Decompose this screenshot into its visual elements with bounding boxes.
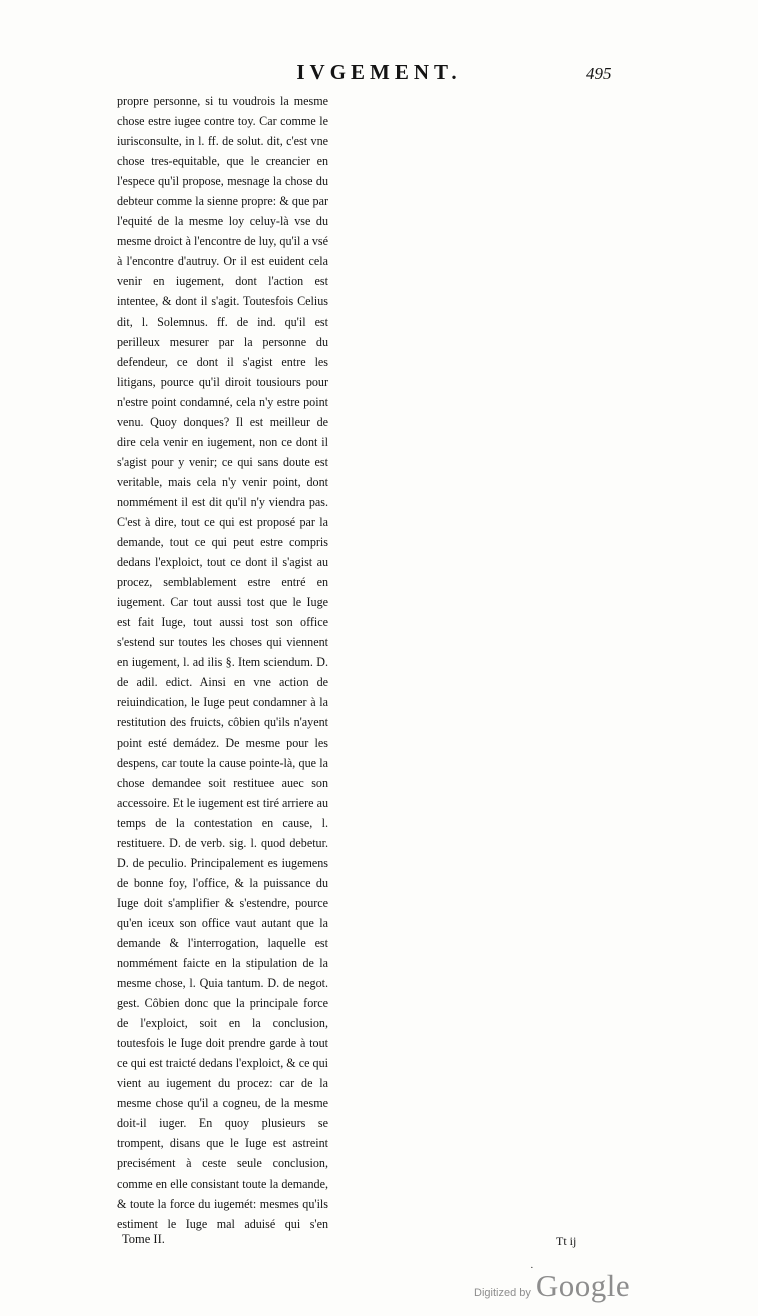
stray-ink-mark: · xyxy=(530,1262,534,1274)
digitization-watermark xyxy=(474,1268,630,1304)
page-number: 495 xyxy=(586,64,612,83)
left-column-text: propre personne, si tu voudrois la mesme chose estre iugee contre toy. Car comme le iurisconsulte, in l. ff. de solut. dit, c'est vne chose tres-equitable, que le creancier en l'espece qu'il propose, mesnage la chose du debteur comme la sienne propre: & que par l'equité de la mesme loy celuy-là vse du mesme droict à l'encontre de luy, qu'il a vsé à l'encontre d'autruy. Or il est euident cela venir en iugement, dont l'action est intentee, & dont il s'agit. Toutesfois Celius dit, l. Solemnus. ff. de ind. qu'il est perilleux mesurer par la personne du defendeur, ce dont il s'agist entre les litigans, pource qu'il diroit tousiours pour n'estre point condamné, cela n'y estre point venu. Quoy donques? Il est meilleur de dire cela venir en iugement, non ce dont il s'agist pour y venir; ce qui sans doute est veritable, mais cela n'y venir point, dont nommément il est dit qu'il n'y viendra pas. C'est à dire, tout ce qui est proposé par la demande, tout ce qui peut estre compris dedans l'exploict, tout ce dont il s'agist au procez, semblablement estre entré en iugement. Car tout aussi tost que le Iuge est fait Iuge, tout aussi tost son office s'estend sur toutes les choses qui viennent en iugement, l. ad ilis §. Item sciendum. D. de adil. edict. Ainsi en vne action de reiuindication, le Iuge peut condamner à la restitution des fruicts, côbien qu'ils n'ayent point esté demádez. De mesme pour les despens, car toute la cause pointe-là, que la chose demandee soit restituee auec son accessoire. Et le iugement est tiré arriere au temps de la contestation en cause, l. restituere. D. de verb. sig. l. quod debetur. D. de peculio. Principalement es iugemens de bonne foy, l'office, & la puissance du Iuge doit s'amplifier & s'estendre, pource qu'en iceux son office vaut autant que la demande & l'interrogation, laquelle est nommément faicte en la stipulation de la mesme chose, l. Quia tantum. D. de negot. gest. Côbien donc que la principale force de l'exploict, soit en la conclusion, toutesfois le Iuge doit prendre garde à tout ce qui est traicté dedans l'exploict, & ce qui vient au iugement du procez: car de la mesme chose qu'il a cogneu, de la mesme doit-il iuger. En quoy plusieurs se trompent, disans que le Iuge est astreint precisément à ceste seule conclusion, comme en elle consistant toute la demande, & toute la force du iugemét: mesmes qu'ils estiment le Iuge mal aduisé qui s'en xyxy=(117,94,328,1231)
running-head: IVGEMENT. xyxy=(296,60,462,84)
signature-mark: Tt ij xyxy=(556,1234,577,1248)
watermark-prefix: Digitized by xyxy=(474,1287,531,1299)
google-logo: Google xyxy=(535,1268,631,1303)
volume-label: Tome II. xyxy=(122,1232,165,1246)
